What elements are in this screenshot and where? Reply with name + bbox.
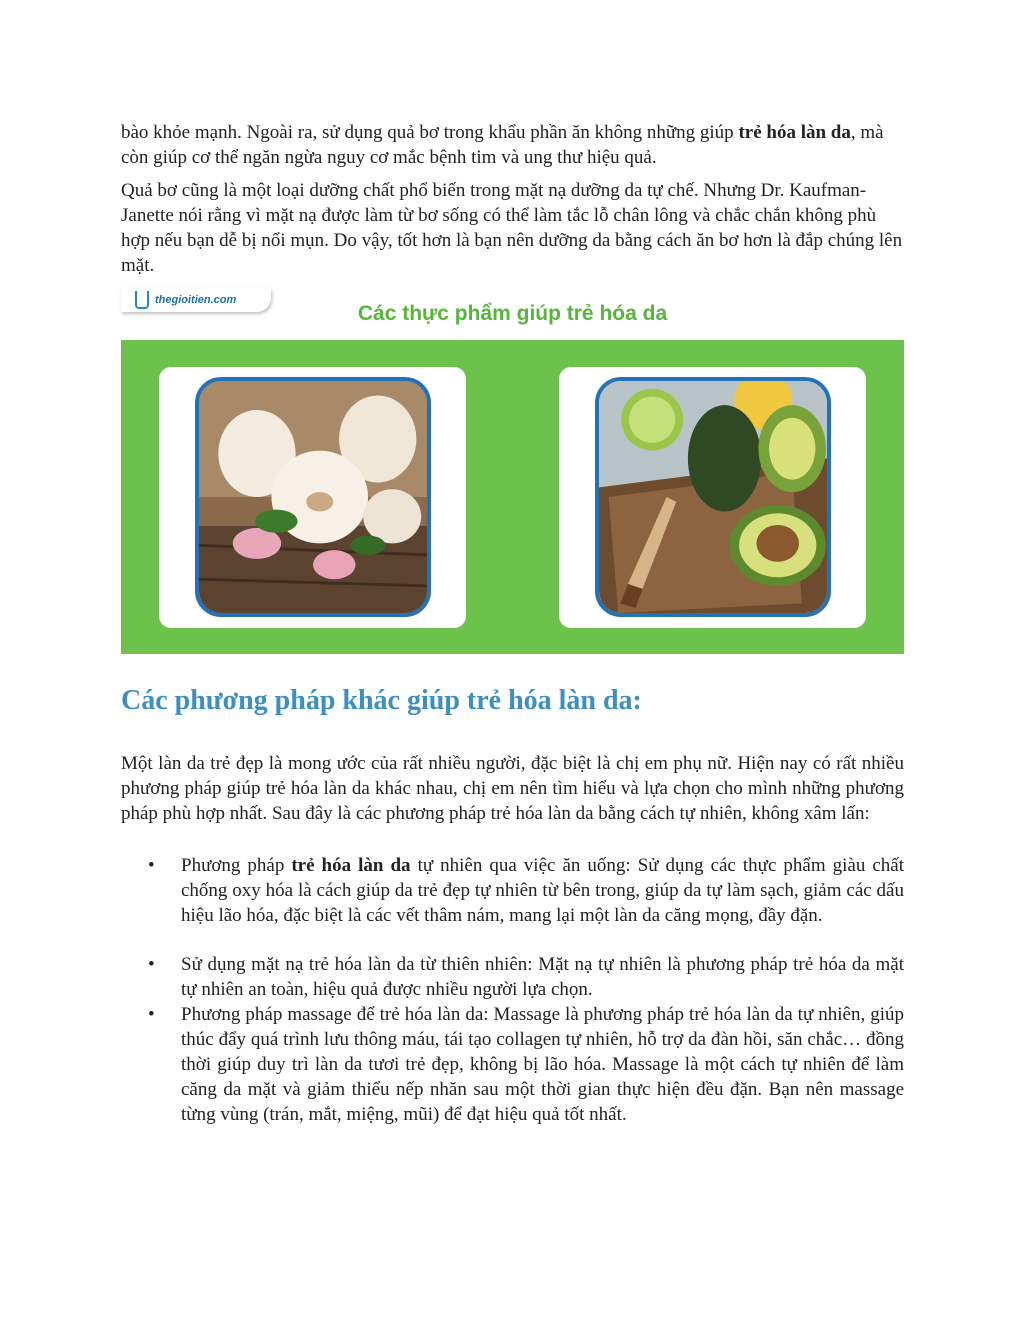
methods-list xyxy=(121,853,904,1127)
site-logo: thegioitien.com xyxy=(121,288,271,312)
paragraph-methods-intro: Một làn da trẻ đẹp là mong ước của rất nhiều người, đặc biệt là chị em phụ nữ. Hiện nay có rất nhiều phương pháp giúp trẻ hóa làn da khác nhau, chị em nên tìm hiểu và lựa chọn cho mình những phương pháp phù hợp nhất. Sau đây là các phương pháp trẻ hóa làn da bằng cách tự nhiên, không xâm lấn: xyxy=(121,753,904,824)
food-banner-image xyxy=(121,288,904,654)
bullet-icon: • xyxy=(148,855,155,876)
avocado-card xyxy=(559,367,866,628)
bold-keyword: trẻ hóa làn da xyxy=(291,855,411,876)
garlic-card xyxy=(159,367,466,628)
list-item-massage: • Phương pháp massage để trẻ hóa làn da: Massage là phương pháp trẻ hóa làn da tự nhiên, giúp thúc đẩy quá trình lưu thông máu, tái tạo collagen tự nhiên, hỗ trợ da đàn hồi, săn chắc… đồng thời giúp duy trì làn da tươi trẻ đẹp, không bị lão hóa. Massage là một cách tự nhiên để làm căng da mặt và giảm thiểu nếp nhăn sau một thời gian thực hiện đều đặn. Bạn nên massage từng vùng (trán, mắt, miệng, mũi) để đạt hiệu quả tốt nhất. xyxy=(148,1004,904,1125)
paragraph-avocado-benefits: bào khỏe mạnh. Ngoài ra, sử dụng quả bơ trong khẩu phần ăn không những giúp trẻ hóa làn da, mà còn giúp cơ thể ngăn ngừa nguy cơ mắc bệnh tim và ung thư hiệu quả. xyxy=(121,122,884,168)
avocado-photo xyxy=(595,377,831,617)
bullet-icon: • xyxy=(148,1004,155,1025)
garlic-illustration xyxy=(199,381,427,613)
banner-background xyxy=(121,340,904,654)
section-heading: Các phương pháp khác giúp trẻ hóa làn da: xyxy=(121,685,642,716)
avocado-illustration xyxy=(599,381,827,613)
garlic-photo xyxy=(195,377,431,617)
bold-keyword: trẻ hóa làn da xyxy=(738,122,851,143)
list-item-mask: • Sử dụng mặt nạ trẻ hóa làn da từ thiên nhiên: Mặt nạ tự nhiên là phương pháp trẻ hóa da mặt tự nhiên an toàn, hiệu quả được nhiều người lựa chọn. xyxy=(148,954,904,1000)
list-item-diet: • Phương pháp trẻ hóa làn da tự nhiên qua việc ăn uống: Sử dụng các thực phẩm giàu chất chống oxy hóa là cách giúp da trẻ đẹp tự nhiên từ bên trong, giúp da tự làm sạch, giảm các dấu hiệu lão hóa, đặc biệt là các vết thâm nám, mang lại một làn da căng mọng, đầy đặn. xyxy=(148,855,904,926)
paragraph-avocado-mask: Quả bơ cũng là một loại dưỡng chất phổ biến trong mặt nạ dưỡng da tự chế. Nhưng Dr. Kaufman-Janette nói rằng vì mặt nạ được làm từ bơ sống có thể làm tắc lỗ chân lông và chắc chắn không phù hợp nếu bạn dễ bị nổi mụn. Do vậy, tốt hơn là bạn nên dưỡng da bằng cách ăn bơ hơn là đắp chúng lên mặt. xyxy=(121,180,903,276)
bullet-icon: • xyxy=(148,954,155,975)
banner-title: Các thực phẩm giúp trẻ hóa da xyxy=(357,302,668,325)
document-page xyxy=(121,120,904,1127)
